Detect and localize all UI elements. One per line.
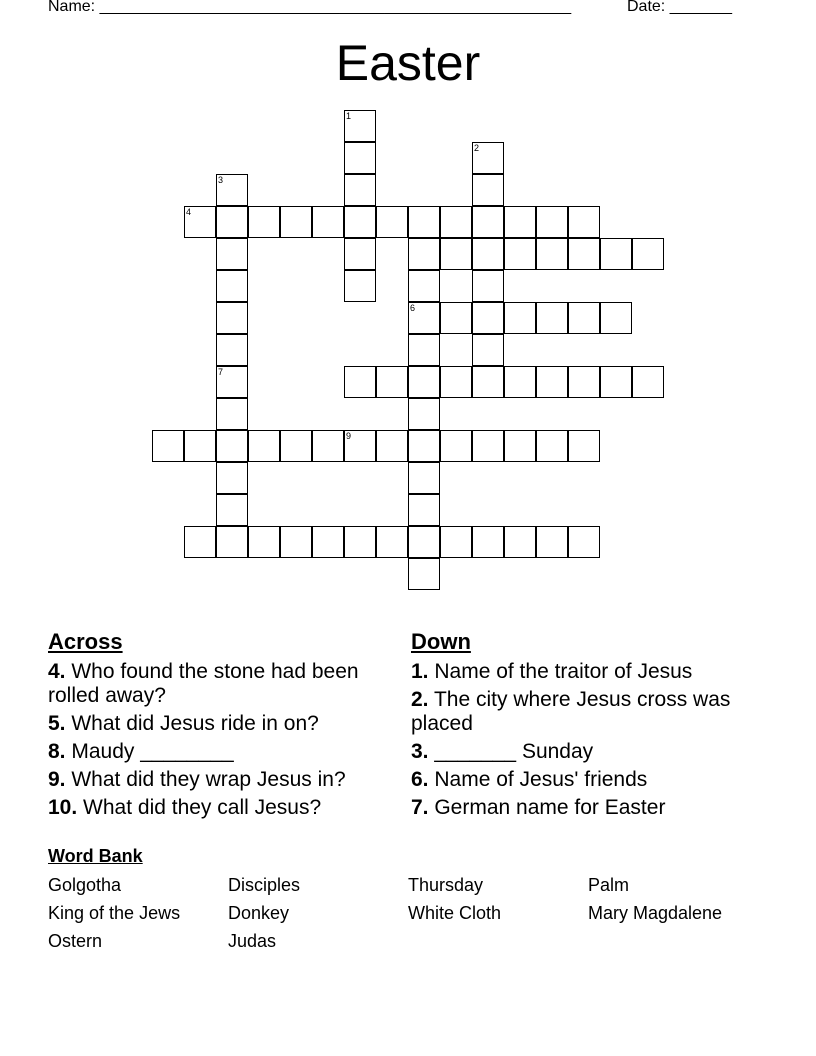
crossword-cell [568,206,600,238]
crossword-cell [248,526,280,558]
crossword-cell [216,398,248,430]
crossword-cell [408,558,440,590]
crossword-cell [440,526,472,558]
crossword-cell [344,270,376,302]
crossword-cell [184,206,216,238]
crossword-cell [536,366,568,398]
across-clues [48,630,388,824]
crossword-cell [472,238,504,270]
crossword-cell [184,526,216,558]
crossword-cell [344,526,376,558]
crossword-cell [440,206,472,238]
crossword-cell [344,206,376,238]
crossword-cell [504,206,536,238]
crossword-cell [504,366,536,398]
crossword-cell [152,430,184,462]
name-field: Name: _____________________________________________________ [48,0,572,15]
crossword-cell [408,302,440,334]
crossword-cell [472,526,504,558]
crossword-cell [216,334,248,366]
clue-down-7: 7. German name for Easter [411,796,666,819]
crossword-cell [472,206,504,238]
crossword-cell [344,238,376,270]
crossword-cell [216,430,248,462]
crossword-cell [408,270,440,302]
crossword-cell [376,430,408,462]
crossword-cell [408,494,440,526]
crossword-cell [408,238,440,270]
crossword-cell [344,110,376,142]
crossword-cell [408,462,440,494]
crossword-cell [408,334,440,366]
down-clues [411,630,751,824]
clue-number: 7 [218,367,224,377]
crossword-cell [280,526,312,558]
crossword-cell [344,174,376,206]
crossword-cell [536,206,568,238]
crossword-cell [280,206,312,238]
crossword-cell [600,366,632,398]
word-bank-heading: Word Bank [48,846,143,866]
crossword-cell [472,142,504,174]
crossword-cell [184,430,216,462]
clue-down-3: 3. _______ Sunday [411,740,594,763]
crossword-cell [216,270,248,302]
crossword-cell [312,430,344,462]
crossword-cell [408,366,440,398]
crossword-cell [632,238,664,270]
word-bank-item: White Cloth [408,903,502,923]
crossword-cell [216,366,248,398]
crossword-cell [216,238,248,270]
crossword-cell [536,526,568,558]
crossword-cell [440,302,472,334]
word-bank-item: Palm [588,875,630,895]
crossword-cell [216,174,248,206]
clue-number: 4 [186,207,192,217]
crossword-cell [440,366,472,398]
clue-across-9: 9. What did they wrap Jesus in? [48,768,346,791]
clue-across-5: 5. What did Jesus ride in on? [48,712,319,735]
crossword-cell [504,238,536,270]
crossword-cell [472,270,504,302]
word-bank-item: Judas [228,931,277,951]
across-heading: Across [48,629,123,654]
word-bank-item: Thursday [408,875,484,895]
crossword-cell [472,334,504,366]
crossword-cell [312,206,344,238]
crossword-cell [568,302,600,334]
crossword-cell [472,174,504,206]
word-bank-item: King of the Jews [48,903,181,923]
crossword-cell [408,398,440,430]
crossword-cell [568,526,600,558]
crossword-cell [632,366,664,398]
crossword-cell [600,302,632,334]
crossword-cell [216,206,248,238]
crossword-cell [408,526,440,558]
crossword-cell [376,206,408,238]
date-field: Date: _______ [627,0,732,15]
crossword-cell [472,430,504,462]
clue-down-2: 2. The city where Jesus cross was placed [411,688,731,735]
crossword-cell [344,142,376,174]
crossword-cell [280,430,312,462]
crossword-cell [248,206,280,238]
crossword-cell [568,430,600,462]
crossword-cell [536,302,568,334]
clue-number: 2 [474,143,480,153]
crossword-cell [504,430,536,462]
crossword-cell [472,302,504,334]
crossword-cell [504,302,536,334]
down-heading: Down [411,629,471,654]
crossword-cell [408,206,440,238]
word-bank-item: Donkey [228,903,290,923]
clue-down-6: 6. Name of Jesus' friends [411,768,648,791]
clue-across-4: 4. Who found the stone had been rolled away? [48,660,359,707]
crossword-cell [376,526,408,558]
crossword-cell [568,238,600,270]
crossword-cell [344,366,376,398]
crossword-cell [216,302,248,334]
crossword-cell [600,238,632,270]
crossword-cell [440,430,472,462]
word-bank-item: Disciples [228,875,301,895]
crossword-cell [216,462,248,494]
crossword-cell [248,430,280,462]
clue-number: 3 [218,175,224,185]
word-bank-item: Ostern [48,931,103,951]
word-bank-item: Mary Magdalene [588,903,723,923]
clue-across-10: 10. What did they call Jesus? [48,796,322,819]
crossword-cell [568,366,600,398]
crossword-cell [408,430,440,462]
page-title: Easter [335,35,481,91]
crossword-cell [472,366,504,398]
crossword-cell [216,526,248,558]
crossword-cell [504,526,536,558]
crossword-cell [376,366,408,398]
word-bank-item: Golgotha [48,875,122,895]
crossword-cell [312,526,344,558]
clue-number: 6 [410,303,416,313]
crossword-cell [536,238,568,270]
clue-across-8: 8. Maudy ________ [48,740,234,763]
crossword-cell [536,430,568,462]
clue-down-1: 1. Name of the traitor of Jesus [411,660,693,683]
crossword-cell [344,430,376,462]
clue-number: 9 [346,431,352,441]
clue-number: 1 [346,111,352,121]
crossword-cell [216,494,248,526]
crossword-cell [440,238,472,270]
